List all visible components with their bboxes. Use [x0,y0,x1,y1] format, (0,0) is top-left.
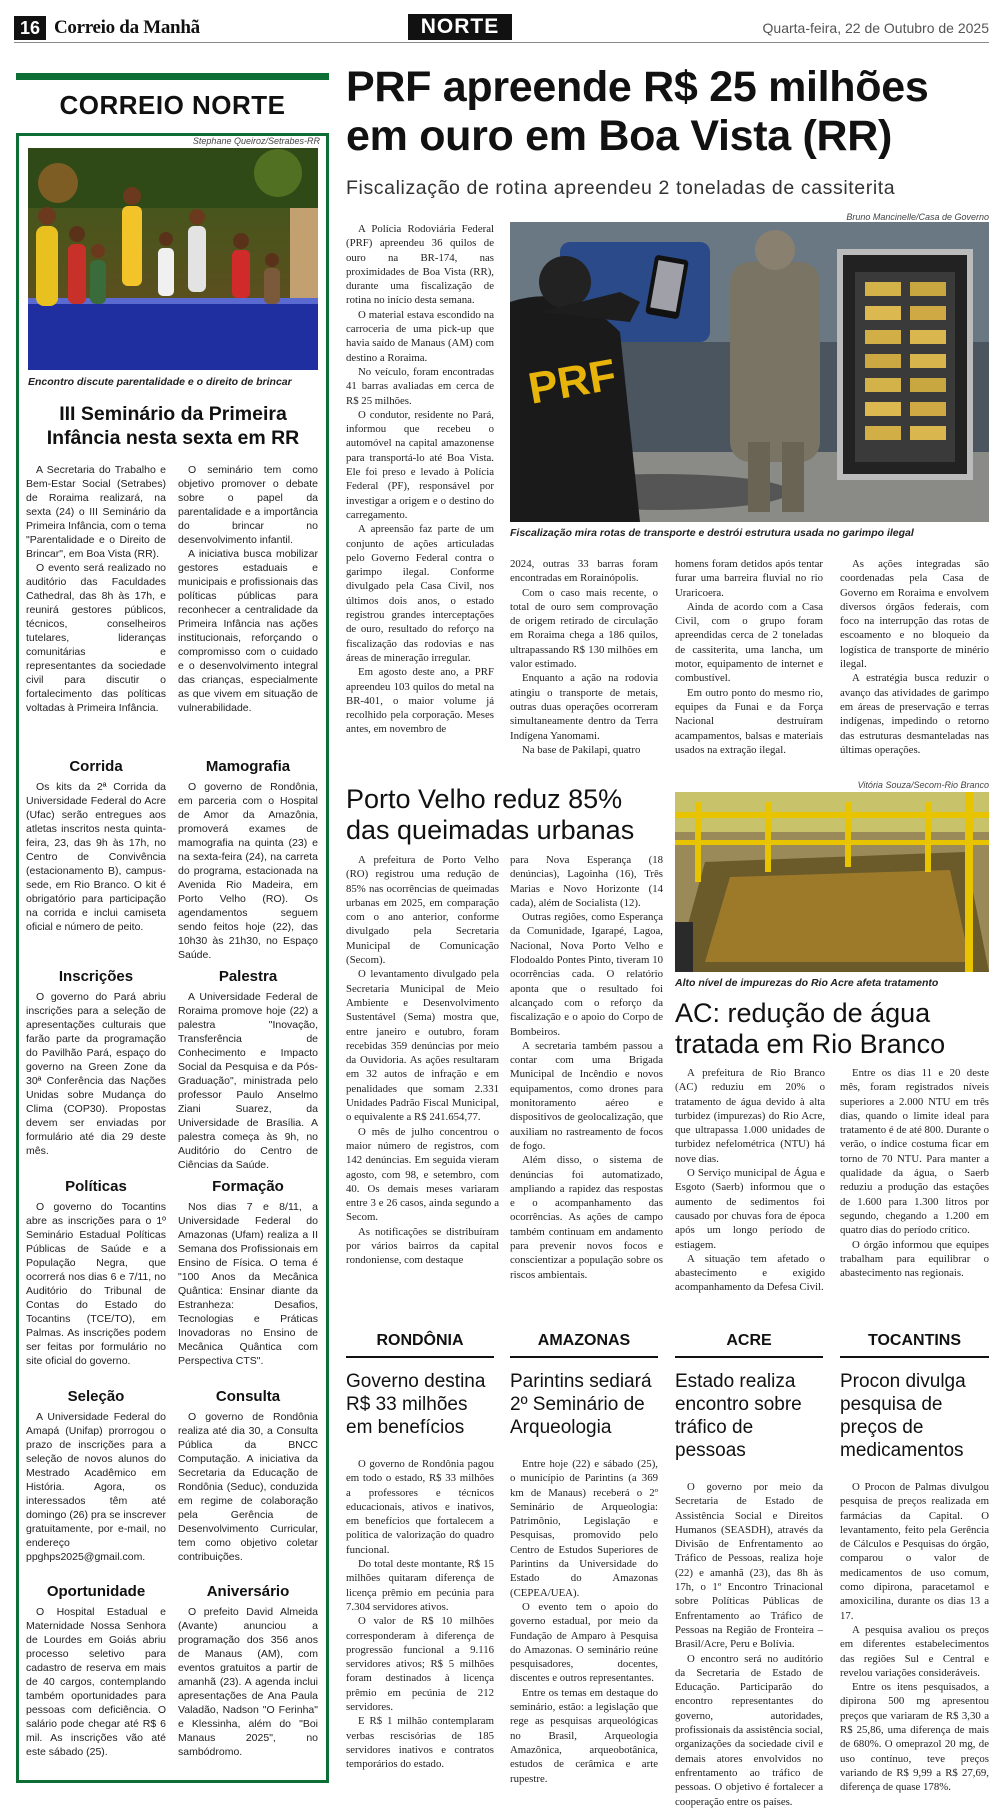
acre-water-col-1: A prefeitura de Rio Branco (AC) reduziu em 20% o tratamento de água devido à alta turbidez (impurezas) do Rio Acre, que ultrapassa 1.000 unidades de turbidez nefelométrica (NTU) há nove dias. O Serviço municipal de Água e Esgoto (Saerb) informou que o aumento de sedimentos foi causado por chuvas fora de época após um longo período de estiagem. A situação tem afetado o abastecimento e exigido acompanhamento da Defesa Civil. [675,1067,825,1294]
acre-water-col-2: Entre os dias 11 e 20 deste mês, foram registrados níveis superiores a 2.000 NTU em três dias, quando o limite ideal para tratamento é de até 800. Durante o verão, o índice costuma ficar em torno de 70 NTU. Para manter a qualidade da água, o Saerb reduziu a produção das estações de 1.600 para 1.300 litros por segundo, chegando a 1.200 em quatro dias do período crítico. O órgão informou que equipes trabalham para equilibrar o abastecimento nas regionais. [840,1067,989,1280]
prf-vest-label: PRF [524,350,620,414]
water-treatment-photo [675,792,989,972]
porto-velho-headline: Porto Velho reduz 85% das queimadas urbanas [346,784,635,845]
page-number: 16 [14,16,46,40]
sidebar-title: CORREIO NORTE [59,90,286,120]
brief-oportunidade: Oportunidade O Hospital Estadual e Maternidade Nossa Senhora de Lourdes em Goiás abriu processo seletivo para cadastro de reserva em mais de 40 cargos, contemplando também oportunidades para pessoas com deficiência. O salário pode chegar até R$ 6 mil. As inscrições vão até este sábado (25). [26,1583,166,1758]
children-stage-photo [28,148,318,370]
main-col-1: A Polícia Rodoviária Federal (PRF) apreendeu 36 quilos de ouro na BR-174, nas proximidades de Boa Vista (RR), durante uma fiscalização de rotina no início desta semana. O material estava escondido na carroceria de uma pick-up que havia saído de Manaus (AM) com destino a Roraima. No veículo, foram encontradas 41 barras avaliadas em cerca de R$ 25 milhões. O condutor, residente no Pará, informou que recebeu o automóvel na capital amazonense para transportá-lo até Boa Vista. Ele foi preso e levado à Polícia Federal (PF), responsável por investigar a origem e o destino do carregamento. A apreensão faz parte de um conjunto de ações articuladas pelo Governo Federal contra o garimpo ilegal. Conforme divulgado pela Casa Civil, nos últimos dois anos, o estado registrou grandes interceptações de ouro, resultado do reforço na fiscalização das rodovias e nas áreas de mineração irregular. Em agosto deste ano, a PRF apreendeu 103 quilos do metal na BR-401, o maior volume já recolhido pela corporação. Meses antes, em novembro de [346,223,494,736]
regional-rondonia: RONDÔNIA Governo destina R$ 33 milhões em benefícios O governo de Rondônia pagou em todo o estado, R$ 33 milhões a professores e técnicos educacionais, ativos e inativos, em benefícios que fortalecem a política de valorização do quadro funcional. Do total deste montante, R$ 15 milhões quitaram diferença de licença prêmio em pecúnia para 7.304 servidores ativos. O valor de R$ 10 milhões corresponderam à diferença de progressão funcional a 9.116 servidores ativos; R$ 5 milhões foram destinados à licença prêmio em pecúnia de 212 servidores. E R$ 1 milhão contemplaram verbas rescisórias de 185 servidores inativos e contratos temporários do estado. [346,1332,494,1771]
main-headline: PRF apreende R$ 25 milhões em ouro em Boa Vista (RR) [346,63,929,160]
section-label: NORTE [408,14,512,40]
porto-velho-col-2: para Nova Esperança (18 denúncias), Lagoinha (16), Três Marias e Novo Horizonte (14 cada), além de Socialista (12). Outras regiões, como Esperança da Comunidade, Igarapé, Lagoa, Nacional, Nova Porto Velho e Flodoaldo Pontes Pinto, tiveram 10 ocorrências cada. O relatório aponta que o resultado foi alcançado com o reforço da fiscalização e o apoio do Corpo de Bombeiros. A secretaria também passou a contar com uma Brigada Municipal de Incêndio e novos equipamentos, como drones para monitoramento aéreo e dispositivos de geolocalização, que auxiliam no rastreamento de focos de fogo. Além disso, o sistema de denúncias foi automatizado, ampliando a rapidez das respostas e o acompanhamento das ocorrências. As ações de campo também continuam em andamento para prevenir novos focos e conscientizar a população sobre os riscos ambientais. [510,854,663,1281]
brief-consulta: Consulta O governo de Rondônia realiza até dia 30, a Consulta Pública da BNCC Computação. A iniciativa da Secretaria da Educação de Rondônia (Seduc), conduzida em regime de colaboração pela Gerência de Desenvolvimento Curricular, tem como objetivo coletar contribuições. [178,1388,318,1563]
brief-selecao: Seleção A Universidade Federal do Amapá (Unifap) prorrogou o prazo de inscrições para a seleção de novos alunos do Mestrado Acadêmico em História. Agora, os interessados têm até domingo (26) pra se inscrever gratuitamente, por e-mail, no endereço ppghps2025@gmail.com. [26,1388,166,1563]
sidebar-intro-right: O seminário tem como objetivo promover o debate sobre o papel da parentalidade e a importância do brincar no desenvolvimento infantil. A iniciativa busca mobilizar gestores estaduais e municipais e profissionais das políticas públicas para reconhecer a centralidade da Primeira Infância nas ações institucionais, reforçando o compromisso com o cuidado e o desenvolvimento integral das crianças, especialmente as que vivem em situação de vulnerabilidade. [178,464,318,714]
sidebar-photo-credit: Stephane Queiroz/Setrabes-RR [192,136,320,146]
porto-velho-col-1: A prefeitura de Porto Velho (RO) registrou uma redução de 85% nas ocorrências de queimadas urbanas em 2025, em comparação com o ano anterior, conforme divulgado pela Secretaria Municipal de Comunicação (Secom). O levantamento divulgado pela Secretaria Municipal de Meio Ambiente e Desenvolvimento Sustentável (Sema) mostra que, entre janeiro e outubro, foram recebidas 359 denúncias por meio da Ouvidoria. As ações resultaram em 32 autos de infração e em penalidades que somam 2.331 Unidades Padrão Fiscal Municipal, o equivalente a R$ 241.654,77. O mês de julho concentrou o maior número de registros, com 142 denúncias. Em seguida vieram agosto, com 98, e setembro, com 40. Os demais meses variaram entre 3 e 26 casos, ainda segundo a Secom. As notificações se distribuíram por vários bairros da capital rondoniense, com destaque [346,854,499,1267]
sidebar-accent-bar [16,73,329,80]
main-photo-caption: Fiscalização mira rotas de transporte e destrói estrutura usada no garimpo ilegal [510,527,914,539]
sidebar-photo-caption: Encontro discute parentalidade e o direito de brincar [28,376,292,388]
brief-palestra: Palestra A Universidade Federal de Roraima promove hoje (22) a palestra "Inovação, Transferência de Conhecimento e Impacto Social da Pesquisa e da Pós-Graduação", ministrada pelo professor Paulo Anselmo Ziani Suarez, da Universidade de Brasília. A palestra começa às 9h, no Auditório do Centro de Ciências da Saúde. [178,968,318,1171]
newspaper-name: Correio da Manhã [54,17,200,38]
brief-mamografia: Mamografia O governo de Rondônia, em parceria com o Hospital de Amor da Amazônia, promoverá exames de mamografia na quinta (23) e na sexta-feira (24), na carreta do programa, estacionada na Avenida Rio Madeira, em Porto Velho (RO). Os agendamentos seguem sendo feitos hoje (22), das 10h30 às 21h30, no Espaço Saúde. [178,758,318,961]
main-photo-credit: Bruno Mancinelle/Casa de Governo [846,212,989,222]
header-rule [14,42,989,43]
main-col-2: 2024, outras 33 barras foram encontradas em Rorainópolis. Com o caso mais recente, o total de ouro sem comprovação de origem retirado de circulação em Roraima chega a 186 quilos, ultrapassando R$ 130 milhões em valor estimado. Enquanto a ação na rodovia atingiu o transporte de metais, outras duas operações ocorreram simultaneamente dentro da Terra Indígena Yanomami. Na base de Pakilapi, quatro [510,558,658,756]
acre-photo-credit: Vitória Souza/Secom-Rio Branco [857,780,989,790]
brief-politicas: Políticas O governo do Tocantins abre as inscrições para o 1º Seminário Estadual Políticas Públicas de Saúde e a População Negra, que ocorrerá nos dias 6 e 7/11, no Auditório do Tribunal de Contas do Estado do Tocantins (TCE/TO), em Palmas. As inscrições podem ser feitas por formulário no site oficial do governo. [26,1178,166,1367]
main-col-4: As ações integradas são coordenadas pela Casa de Governo em Roraima e envolvem diversos órgãos federais, com foco na interrupção das rotas de escoamento e no bloqueio da logística de transporte de minério ilegal. A estratégia busca reduzir o avanço das atividades de garimpo em áreas de preservação e terras indígenas, impedindo o retorno das estruturas desmanteladas nas últimas operações. [840,558,989,756]
main-subheadline: Fiscalização de rotina apreendeu 2 toneladas de cassiterita [346,177,896,199]
issue-date: Quarta-feira, 22 de Outubro de 2025 [762,20,989,36]
brief-inscricoes: Inscrições O governo do Pará abriu inscrições para a seleção de apresentações culturais que farão parte da programação do Pavilhão Pará, espaço do governo na Green Zone da 30ª Conferência das Nações Unidas sobre Mudança do Clima (COP30). Propostas devem ser enviadas por formulário até dia 29 deste mês. [26,968,166,1157]
acre-photo-caption: Alto nível de impurezas do Rio Acre afeta tratamento [675,977,939,989]
regional-acre: ACRE Estado realiza encontro sobre tráfico de pessoas O governo por meio da Secretaria de Estado de Assistência Social e Direitos Humanos (SEASDH), através da Divisão de Enfrentamento ao Tráfico de Pessoas, realiza hoje (22) e amanhã (23), das 8h às 17h, o 1º Encontro Trinacional sobre Políticas Públicas de Enfrentamento ao Tráfico de Pessoas na Região de Fronteira – Brasil/Acre, Peru e Bolívia. O encontro será no auditório da Secretaria de Estado de Educação. Participarão do encontro representantes do governo, autoridades, profissionais da assistência social, organizações da sociedade civil e demais atores envolvidos no enfrentamento ao tráfico de pessoas. O objetivo é fortalecer a cooperação entre os países. [675,1332,823,1808]
brief-aniversario: Aniversário O prefeito David Almeida (Avante) anunciou a programação dos 356 anos de Manaus (AM), com eventos gratuitos a partir de amanhã (23). A agenda inclui apresentações de Ana Paula Valadão, Nadson "O Ferinha" e Klessinha, além do "Boi Manaus 2025", no sambódromo. [178,1583,318,1758]
acre-water-headline: AC: redução de água tratada em Rio Branco [675,998,946,1059]
brief-corrida: Corrida Os kits da 2ª Corrida da Universidade Federal do Acre (Ufac) serão entregues aos atletas inscritos nesta quinta-feira, 23, das 9h às 17h, no Centro de Convivência (estacionamento B), campus-sede, em Rio Branco. O kit é obrigatório para participação na corrida e inclui camiseta oficial e número de peito. [26,758,166,933]
sidebar-headline: III Seminário da Primeira Infância nesta sexta em RR [46,403,300,449]
regional-tocantins: TOCANTINS Procon divulga pesquisa de preços de medicamentos O Procon de Palmas divulgou pesquisa de preços realizada em farmácias da Capital. O levantamento, feito pela Gerência de Cálculos e Pesquisas do órgão, comparou o valor de medicamentos de uso comum, como dipirona, paracetamol e amoxicilina, durante os dias 13 a 17. A pesquisa avaliou os preços em diferentes estabelecimentos das regiões Sul e Central e revelou variações consideráveis. Entre os itens pesquisados, a dipirona 500 mg apresentou preços que variaram de R$ 3,30 a R$ 25,86, uma diferença de mais de 680%. O omeprazol 20 mg, de uso contínuo, teve preços variando de R$ 9,99 a R$ 27,69, diferença de quase 178%. [840,1332,989,1794]
regional-amazonas: AMAZONAS Parintins sediará 2º Seminário de Arqueologia Entre hoje (22) e sábado (25), o município de Parintins (a 369 km de Manaus) receberá o 2º Seminário de Arqueologia: Patrimônio, Legislação e Pesquisas, promovido pelo Centro de Estudos Superiores de Parintins da Universidade do Estado do Amazonas (CEPEA/UEA). O evento tem o apoio do governo estadual, por meio da Fundação de Amparo à Pesquisa do Amazonas. O seminário reúne pesquisadores, docentes, discentes e outros representantes. Entre os temas em destaque do seminário, estão: a legislação que rege as pesquisas arqueológicas no Brasil, Arqueologia Amazônica, arqueobotânica, estudos de cerâmica e arte rupestre. [510,1332,658,1785]
main-col-3: homens foram detidos após tentar furar uma barreira fluvial no rio Uraricoera. Ainda de acordo com a Casa Civil, com o grupo foram apreendidas cerca de 2 toneladas de cassiterita, uma lancha, um motor, equipamento de internet e combustível. Em outro ponto do mesmo rio, equipes da Funai e da Força Nacional destruíram acampamentos, balsas e materiais usados na extração ilegal. [675,558,823,756]
prf-gold-photo [510,222,989,522]
brief-formacao: Formação Nos dias 7 e 8/11, a Universidade Federal do Amazonas (Ufam) realiza a II Semana dos Profissionais em Ensino de Física. O tema é "100 Anos da Mecânica Quântica: Ensinar diante da Estranheza: Desafios, Tecnologias e Práticas Inovadoras no Ensino de Mecânica Quântica com Perspectiva CTS". [178,1178,318,1367]
sidebar-intro-left: A Secretaria do Trabalho e Bem-Estar Social (Setrabes) de Roraima realizará, na sexta (24) o III Seminário da Primeira Infância, com o tema "Parentalidade e o Direito de Brincar", em Boa Vista (RR). O evento será realizado no auditório das Faculdades Cathedral, das 8h às 17h, e reunirá gestores públicos, técnicos, conselheiros tutelares, lideranças comunitárias e representantes da sociedade civil para discutir o fortalecimento das políticas voltadas à Primeira Infância. [26,464,166,714]
